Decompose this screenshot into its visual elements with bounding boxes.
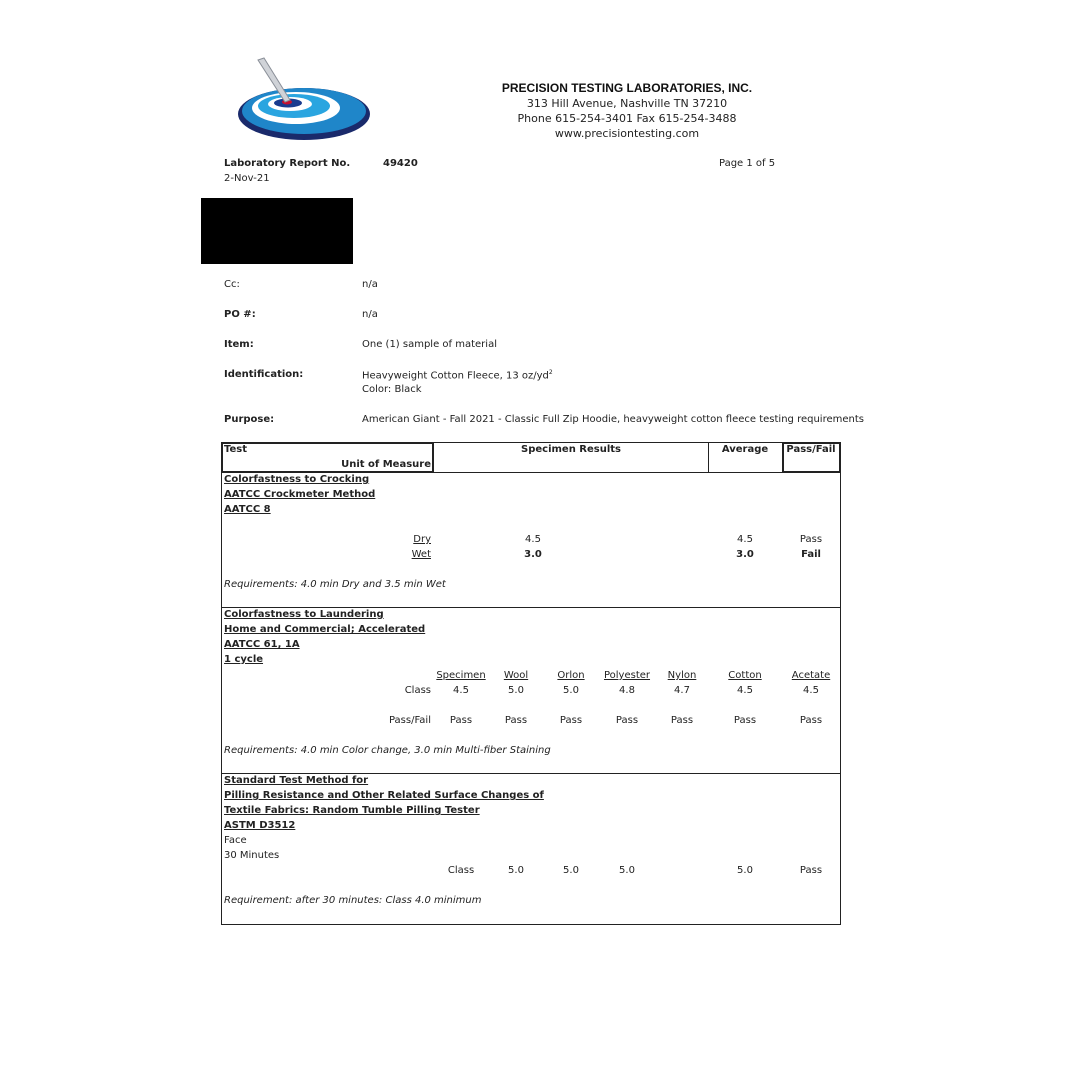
laundering-passfail-value: Pass — [799, 715, 823, 726]
row-divider-2 — [222, 773, 841, 774]
pilling-standard: ASTM D3512 — [224, 820, 296, 831]
laundering-col-polyester: Polyester — [603, 670, 651, 681]
identification-color: Color: Black — [362, 384, 422, 395]
pilling-average: 5.0 — [737, 865, 753, 876]
company-address: 313 Hill Avenue, Nashville TN 37210 — [526, 97, 728, 110]
company-name: PRECISION TESTING LABORATORIES, INC. — [501, 81, 753, 95]
pilling-class-label: Class — [447, 865, 475, 876]
pilling-result: Pass — [799, 865, 823, 876]
laundering-passfail-label: Pass/Fail — [388, 715, 431, 726]
row-divider-1 — [222, 607, 841, 608]
laundering-passfail-value: Pass — [504, 715, 528, 726]
laundering-requirement: Requirements: 4.0 min Color change, 3.0 min Multi-fiber Staining — [224, 745, 551, 756]
crocking-title: Colorfastness to Crocking — [224, 474, 370, 485]
po-value: n/a — [362, 309, 378, 320]
laundering-class-value: 4.7 — [674, 685, 690, 696]
crocking-dry-value: 4.5 — [525, 534, 541, 545]
pilling-requirement: Requirement: after 30 minutes: Class 4.0 minimum — [224, 895, 482, 906]
laundering-col-wool: Wool — [503, 670, 529, 681]
laundering-class-value: 4.8 — [619, 685, 635, 696]
crocking-dry-label: Dry — [413, 534, 431, 545]
pilling-value: 5.0 — [619, 865, 635, 876]
laundering-class-value: 4.5 — [803, 685, 819, 696]
laundering-standard: AATCC 61, 1A — [224, 639, 300, 650]
pilling-title-line-3: Textile Fabrics: Random Tumble Pilling Tester — [224, 805, 480, 816]
laundering-class-value: 4.5 — [453, 685, 469, 696]
item-value: One (1) sample of material — [362, 339, 497, 350]
page-indicator: Page 1 of 5 — [719, 158, 776, 169]
laundering-class-value: 4.5 — [737, 685, 753, 696]
pilling-value: 5.0 — [563, 865, 579, 876]
company-phone: Phone 615-254-3401 Fax 615-254-3488 — [517, 112, 737, 125]
item-label: Item: — [224, 339, 254, 350]
results-table — [221, 442, 841, 925]
report-number: 49420 — [383, 158, 418, 169]
laundering-passfail-value: Pass — [615, 715, 639, 726]
laundering-col-orlon: Orlon — [557, 670, 585, 681]
po-label: PO #: — [224, 309, 256, 320]
crocking-wet-value: 3.0 — [524, 549, 542, 560]
laundering-col-acetate: Acetate — [791, 670, 831, 681]
identification-label: Identification: — [224, 369, 304, 380]
crocking-dry-average: 4.5 — [737, 534, 753, 545]
pilling-value: 5.0 — [508, 865, 524, 876]
laundering-passfail-value: Pass — [449, 715, 473, 726]
pilling-face: Face — [224, 835, 247, 846]
identification-value: Heavyweight Cotton Fleece, 13 $oz/yd^2$ — [362, 369, 553, 382]
crocking-wet-result: Fail — [801, 549, 821, 560]
laundering-cycles: 1 cycle — [224, 654, 264, 665]
report-date: 2-Nov-21 — [224, 173, 270, 184]
report-number-label: Laboratory Report No. — [224, 158, 351, 169]
laundering-class-label: Class — [404, 685, 431, 696]
header-specimen: Specimen Results — [520, 444, 622, 455]
header-unit: Unit of Measure — [341, 459, 431, 470]
cc-label: Cc: — [224, 279, 240, 290]
laundering-passfail-value: Pass — [670, 715, 694, 726]
crocking-wet-label: Wet — [411, 549, 431, 560]
pilling-duration: 30 Minutes — [224, 850, 280, 861]
company-website: www.precisiontesting.com — [554, 127, 700, 140]
laundering-title: Colorfastness to Laundering — [224, 609, 384, 620]
laundering-col-nylon: Nylon — [667, 670, 697, 681]
laundering-col-specimen: Specimen — [436, 670, 486, 681]
laundering-passfail-value: Pass — [733, 715, 757, 726]
crocking-standard: AATCC 8 — [224, 504, 271, 515]
target-dart-logo-icon — [234, 56, 374, 142]
cc-value: n/a — [362, 279, 378, 290]
crocking-requirement: Requirements: 4.0 min Dry and 3.5 min Wet — [224, 579, 446, 590]
pilling-title-line-1: Standard Test Method for — [224, 775, 369, 786]
laundering-class-value: 5.0 — [508, 685, 524, 696]
laundering-col-cotton: Cotton — [728, 670, 762, 681]
redacted-block — [201, 198, 353, 264]
purpose-value: American Giant - Fall 2021 - Classic Full Zip Hoodie, heavyweight cotton fleece testing requirements — [362, 414, 864, 425]
laundering-method: Home and Commercial; Accelerated — [224, 624, 426, 635]
pilling-title-line-2: Pilling Resistance and Other Related Surface Changes of — [224, 790, 544, 801]
crocking-dry-result: Pass — [799, 534, 823, 545]
laundering-class-value: 5.0 — [563, 685, 579, 696]
header-test: Test — [224, 444, 248, 455]
crocking-wet-average: 3.0 — [736, 549, 754, 560]
header-passfail: Pass/Fail — [786, 444, 836, 455]
header-average: Average — [721, 444, 769, 455]
crocking-method: AATCC Crockmeter Method — [224, 489, 376, 500]
purpose-label: Purpose: — [224, 414, 275, 425]
laundering-passfail-value: Pass — [559, 715, 583, 726]
